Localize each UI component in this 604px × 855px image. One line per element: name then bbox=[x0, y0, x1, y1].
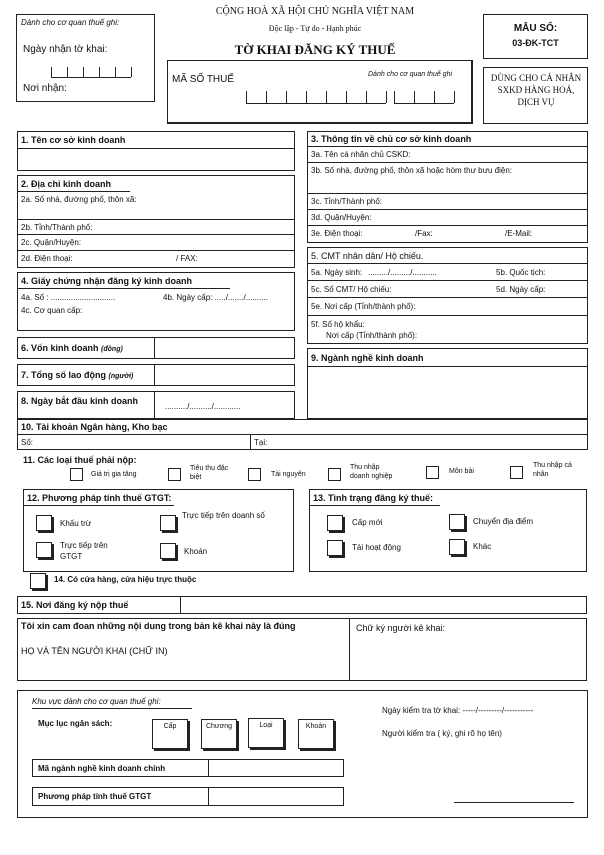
owner-city-label: 3c. Tỉnh/Thành phố: bbox=[311, 197, 383, 206]
tax-personal-label: Thu nhập cá nhân bbox=[533, 462, 572, 478]
method-deduction-checkbox[interactable] bbox=[36, 515, 52, 531]
check-date-label: Ngày kiểm tra tờ khai: -----/---------/----------- bbox=[382, 706, 534, 715]
birth-date-field[interactable]: ........./........./........... bbox=[368, 268, 437, 277]
section-12-box bbox=[23, 489, 294, 572]
declaration-commit: Tôi xin cam đoan những nội dung trong bản kê khai này là đúng bbox=[21, 621, 296, 631]
section-2-box bbox=[17, 175, 295, 268]
tax-special-checkbox[interactable] bbox=[168, 468, 181, 481]
id-number-label: 5c. Số CMT/ Hộ chiếu: bbox=[311, 285, 392, 294]
section-13-box bbox=[309, 489, 587, 572]
section-15-title: 15. Nơi đăng ký nộp thuế bbox=[21, 600, 129, 610]
office-use-label: Dành cho cơ quan thuế ghi: bbox=[21, 18, 120, 27]
owner-fax-label: /Fax: bbox=[415, 229, 433, 238]
tax-resource-label: Tài nguyên bbox=[271, 471, 306, 478]
license-date-label: 4b. Ngày cấp: ...../......./.......... bbox=[163, 293, 268, 302]
receiver-label: Nơi nhận: bbox=[23, 83, 67, 94]
section-7-title: 7. Tổng số lao động (người) bbox=[21, 370, 134, 380]
republic-heading: CỘNG HOÀ XÃ HỘI CHỦ NGHĨA VIỆT NAM bbox=[215, 6, 415, 17]
birth-date-label: 5a. Ngày sinh: bbox=[311, 268, 363, 277]
section-9-title: 9. Ngành nghề kinh doanh bbox=[311, 353, 424, 363]
tax-code-field[interactable] bbox=[246, 91, 386, 103]
status-new-checkbox[interactable] bbox=[327, 515, 343, 531]
status-resume-checkbox[interactable] bbox=[327, 540, 343, 556]
section-8-title: 8. Ngày bắt đầu kinh doanh bbox=[21, 396, 139, 406]
method-direct-revenue-checkbox[interactable] bbox=[160, 515, 176, 531]
phone-label: 2d. Điện thoại: bbox=[21, 254, 73, 263]
section-13-title: 13. Tình trạng đăng ký thuế: bbox=[313, 493, 434, 503]
tax-corporate-checkbox[interactable] bbox=[328, 468, 341, 481]
method-direct-gtgt-checkbox[interactable] bbox=[36, 542, 52, 558]
tax-code-label: MÃ SỐ THUẾ bbox=[172, 74, 235, 85]
section-12-title: 12. Phương pháp tính thuế GTGT: bbox=[27, 493, 172, 503]
owner-address-label: 3b. Số nhà, đường phố, thôn xã hoặc hòm thư bưu điện: bbox=[311, 166, 513, 175]
section-6-box bbox=[17, 337, 295, 359]
section-5-title: 5. CMT nhân dân/ Hộ chiếu. bbox=[311, 251, 424, 261]
office-area-box bbox=[17, 690, 588, 818]
section-4-title: 4. Giấy chứng nhận đăng ký kinh doanh bbox=[21, 276, 193, 286]
checker-signature-line bbox=[454, 802, 574, 803]
signature-label: Chữ ký người kê khai: bbox=[356, 623, 445, 633]
method-lump-checkbox[interactable] bbox=[160, 543, 176, 559]
tax-code-suffix-field[interactable] bbox=[394, 91, 454, 103]
section-9-box bbox=[307, 348, 588, 419]
tax-license-label: Môn bài bbox=[449, 468, 474, 475]
budget-item-label: Khoản bbox=[305, 723, 327, 730]
method-direct-gtgt-label: Trực tiếp trên GTGT bbox=[60, 541, 108, 561]
declarant-name-label: HỌ VÀ TÊN NGƯỜI KHAI (CHỮ IN) bbox=[21, 646, 168, 656]
applies-to-box bbox=[483, 67, 588, 124]
account-bank-label: Tại: bbox=[254, 438, 268, 447]
tax-code-box bbox=[167, 60, 473, 124]
section-10-title: 10. Tài khoản Ngân hàng, Kho bạc bbox=[21, 422, 168, 432]
gtgt-method-label: Phương pháp tính thuế GTGT bbox=[38, 792, 152, 801]
owner-email-label: /E-Mail: bbox=[505, 229, 533, 238]
owner-phone-label: 3e. Điện thoại: bbox=[311, 229, 363, 238]
motto: Độc lập - Tự do - Hạnh phúc bbox=[268, 24, 362, 33]
industry-code-label: Mã ngành nghề kinh doanh chính bbox=[38, 764, 166, 773]
section-6-title: 6. Vốn kinh doanh (đồng) bbox=[21, 343, 123, 353]
license-number-label: 4a. Số : ............................. bbox=[21, 293, 116, 302]
tax-corporate-label: Thu nhập doanh nghiệp bbox=[350, 464, 393, 480]
tax-vat-label: Giá trị gia tăng bbox=[91, 471, 137, 478]
section-15-box bbox=[17, 596, 587, 614]
tax-license-checkbox[interactable] bbox=[426, 466, 439, 479]
form-number: 03-ĐK-TCT bbox=[512, 38, 559, 48]
budget-type-label: Loại bbox=[259, 722, 273, 729]
section-1-title: 1. Tên cơ sở kinh doanh bbox=[21, 135, 126, 145]
budget-level-label: Cấp bbox=[163, 723, 177, 730]
budget-level-box[interactable] bbox=[152, 719, 188, 749]
section-8-box bbox=[17, 391, 295, 419]
tax-personal-checkbox[interactable] bbox=[510, 466, 523, 479]
fax-label: / FAX: bbox=[176, 254, 198, 263]
account-number-label: Số: bbox=[21, 438, 34, 447]
section-2-title: 2. Địa chỉ kinh doanh bbox=[21, 179, 112, 189]
budget-type-box[interactable] bbox=[248, 718, 284, 748]
budget-chapter-box[interactable] bbox=[201, 719, 237, 749]
received-date-field[interactable] bbox=[51, 67, 131, 78]
branch-store-checkbox[interactable] bbox=[30, 573, 46, 589]
office-use-box bbox=[16, 14, 155, 102]
budget-label: Mục lục ngân sách: bbox=[38, 719, 113, 728]
section-4-box bbox=[17, 272, 295, 331]
budget-item-box[interactable] bbox=[298, 719, 334, 749]
address-street-label: 2a. Số nhà, đường phố, thôn xã: bbox=[21, 195, 137, 204]
status-other-label: Khác bbox=[473, 542, 492, 551]
start-date-field[interactable]: ........../........../............ bbox=[165, 402, 241, 411]
tax-resource-checkbox[interactable] bbox=[248, 468, 261, 481]
status-new-label: Cấp mới bbox=[352, 518, 383, 527]
status-resume-label: Tái hoạt động bbox=[352, 543, 401, 552]
status-other-checkbox[interactable] bbox=[449, 539, 465, 555]
section-5-box bbox=[307, 247, 588, 344]
nationality-label: 5b. Quốc tịch: bbox=[496, 268, 546, 277]
form-number-label: MẪU SỐ: bbox=[513, 23, 558, 34]
section-1-box bbox=[17, 131, 295, 171]
applies-to-text: DÙNG CHO CÁ NHÂN SXKD HÀNG HOÁ, DỊCH VỤ bbox=[490, 73, 582, 107]
budget-chapter-label: Chương bbox=[205, 723, 232, 730]
tax-vat-checkbox[interactable] bbox=[70, 468, 83, 481]
section-3-box bbox=[307, 131, 588, 243]
id-date-label: 5d. Ngày cấp: bbox=[496, 285, 546, 294]
household-place-label: Nơi cấp (Tỉnh/thành phố): bbox=[326, 331, 418, 340]
owner-district-label: 3d. Quận/Huyện: bbox=[311, 213, 372, 222]
section-10-box bbox=[17, 419, 588, 450]
id-place-label: 5e. Nơi cấp (Tỉnh/thành phố): bbox=[311, 302, 416, 311]
section-7-box bbox=[17, 364, 295, 386]
method-direct-revenue-label: Trực tiếp trên doanh số bbox=[182, 511, 265, 520]
address-district-label: 2c. Quận/Huyện: bbox=[21, 238, 82, 247]
tax-office-note: Dành cho cơ quan thuế ghi bbox=[368, 71, 453, 78]
household-label: 5f. Số hộ khẩu: bbox=[311, 320, 365, 329]
license-issuer-label: 4c. Cơ quan cấp: bbox=[21, 306, 83, 315]
section-11-title: 11. Các loại thuế phải nộp: bbox=[23, 455, 137, 465]
form-number-box bbox=[483, 14, 588, 59]
gtgt-method-row bbox=[32, 787, 344, 806]
status-transfer-checkbox[interactable] bbox=[449, 514, 465, 530]
status-transfer-label: Chuyển địa điểm bbox=[473, 517, 534, 526]
office-area-title: Khu vực dành cho cơ quan thuế ghi: bbox=[32, 697, 161, 706]
section-14-label: 14. Có cửa hàng, cửa hiệu trực thuộc bbox=[54, 575, 197, 584]
section-3-title: 3. Thông tin về chủ cơ sở kinh doanh bbox=[311, 134, 472, 144]
received-date-label: Ngày nhận tờ khai: bbox=[23, 44, 108, 55]
address-city-label: 2b. Tỉnh/Thành phố: bbox=[21, 223, 93, 232]
tax-special-label: Tiêu thụ đặc biệt bbox=[190, 465, 229, 481]
method-lump-label: Khoán bbox=[184, 547, 208, 556]
declaration-box bbox=[17, 618, 587, 681]
method-deduction-label: Khấu trừ bbox=[60, 519, 92, 528]
industry-code-row bbox=[32, 759, 344, 777]
form-title: TỜ KHAI ĐĂNG KÝ THUẾ bbox=[234, 42, 396, 57]
owner-name-label: 3a. Tên cá nhân chủ CSKD: bbox=[311, 150, 411, 159]
checker-label: Người kiểm tra ( ký, ghi rõ họ tên) bbox=[382, 729, 502, 738]
